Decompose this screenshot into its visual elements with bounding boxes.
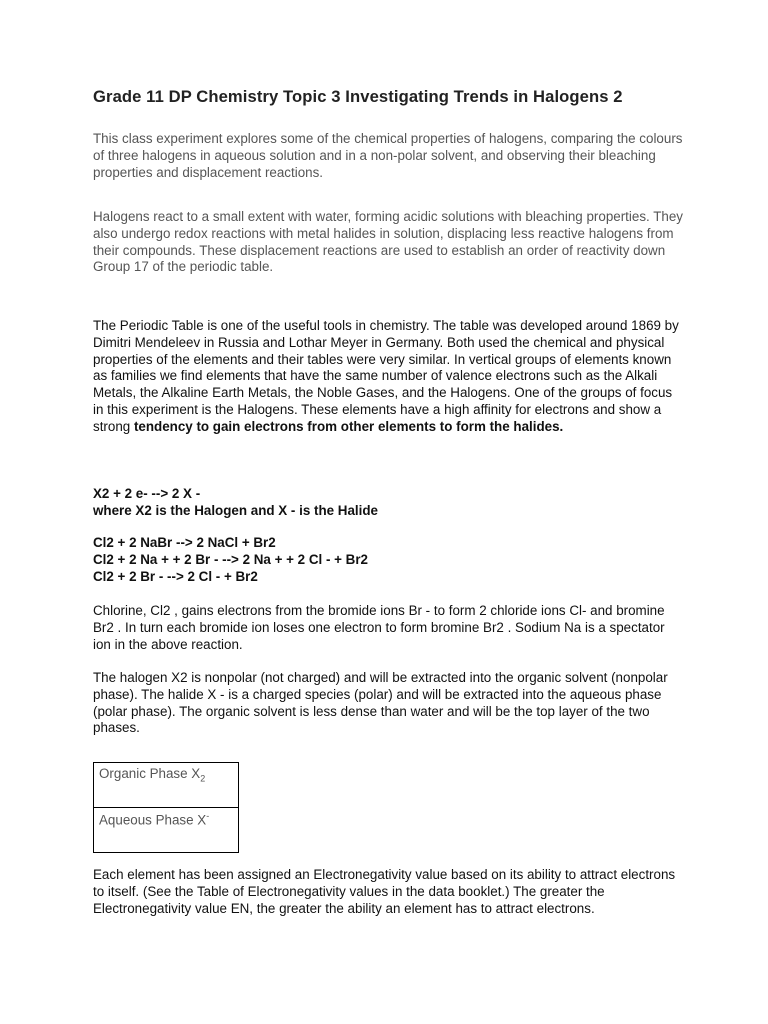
intro-paragraph: This class experiment explores some of the chemical properties of halogens, comparing the colours of three halogens in aqueous solution and in a non-polar solvent, and observing their bleaching properties and displacement reactions. [93,131,683,180]
organic-phase-label: Organic Phase X [99,766,201,781]
aqueous-phase-superscript: - [206,811,210,821]
aqueous-phase-label: Aqueous Phase X [99,812,207,828]
general-equation-legend: where X2 is the Halogen and X - is the Halide [93,502,378,518]
chlorine-equations-block [93,535,683,585]
aqueous-phase-cell [94,808,239,853]
periodic-table-text: The Periodic Table is one of the useful tools in chemistry. The table was developed around 1869 by Dimitri Mendeleev in Russia and Lothar Meyer in Germany. Both used the chemical and physical properties of the elements and their tables were very similar. In vertical groups of elements known as families we find elements that have the same number of valence electrons such as the Alkali Metals, the Alkaline Earth Metals, the Noble Gases, and the Halogens. One of the groups of focus in this experiment is the Halogens. These elements have a high affinity for electrons and show a strong [93,318,679,434]
phase-table-row-organic [94,763,239,808]
phase-table-row-aqueous [94,808,239,853]
phase-table [93,762,239,853]
electronegativity-paragraph: Each element has been assigned an Electronegativity value based on its ability to attract electrons to itself. (See the Table of Electronegativity values in the data booklet.) The greater the Electronegativity value EN, the greater the ability an element has to attract electrons. [93,867,676,916]
general-equation: X2 + 2 e- --> 2 X - [93,486,201,501]
chlorine-equation-3: Cl2 + 2 Br - --> 2 Cl - + Br2 [93,568,258,584]
background-paragraph: Halogens react to a small extent with water, forming acidic solutions with bleaching properties. They also undergo redox reactions with metal halides in solution, displacing less reactive halogens from their compounds. These displacement reactions are used to establish an order of reactivity down Group 17 of the periodic table. [93,209,683,275]
periodic-table-bold-text: tendency to gain electrons from other elements to form the halides. [133,418,564,434]
general-equation-block [93,486,683,520]
chlorine-equation-2: Cl2 + 2 Na + + 2 Br - --> 2 Na + + 2 Cl - + Br2 [93,551,369,567]
document-title: Grade 11 DP Chemistry Topic 3 Investigating Trends in Halogens 2 [93,87,623,106]
chlorine-explanation-paragraph: Chlorine, Cl2 , gains electrons from the bromide ions Br - to form 2 chloride ions Cl- and bromine Br2 . In turn each bromide ion loses one electron to form bromine Br2 . Sodium Na is a spectator ion in the above reaction. [93,603,665,652]
organic-phase-subscript: 2 [200,773,206,784]
chlorine-equation-1: Cl2 + 2 NaBr --> 2 NaCl + Br2 [93,535,276,550]
phases-explanation-paragraph: The halogen X2 is nonpolar (not charged) and will be extracted into the organic solvent (nonpolar phase). The halide X - is a charged species (polar) and will be extracted into the aqueous phase (polar phase). The organic solvent is less dense than water and will be the top layer of the two phases. [93,670,668,736]
periodic-table-paragraph [93,318,683,436]
organic-phase-cell [94,763,239,808]
